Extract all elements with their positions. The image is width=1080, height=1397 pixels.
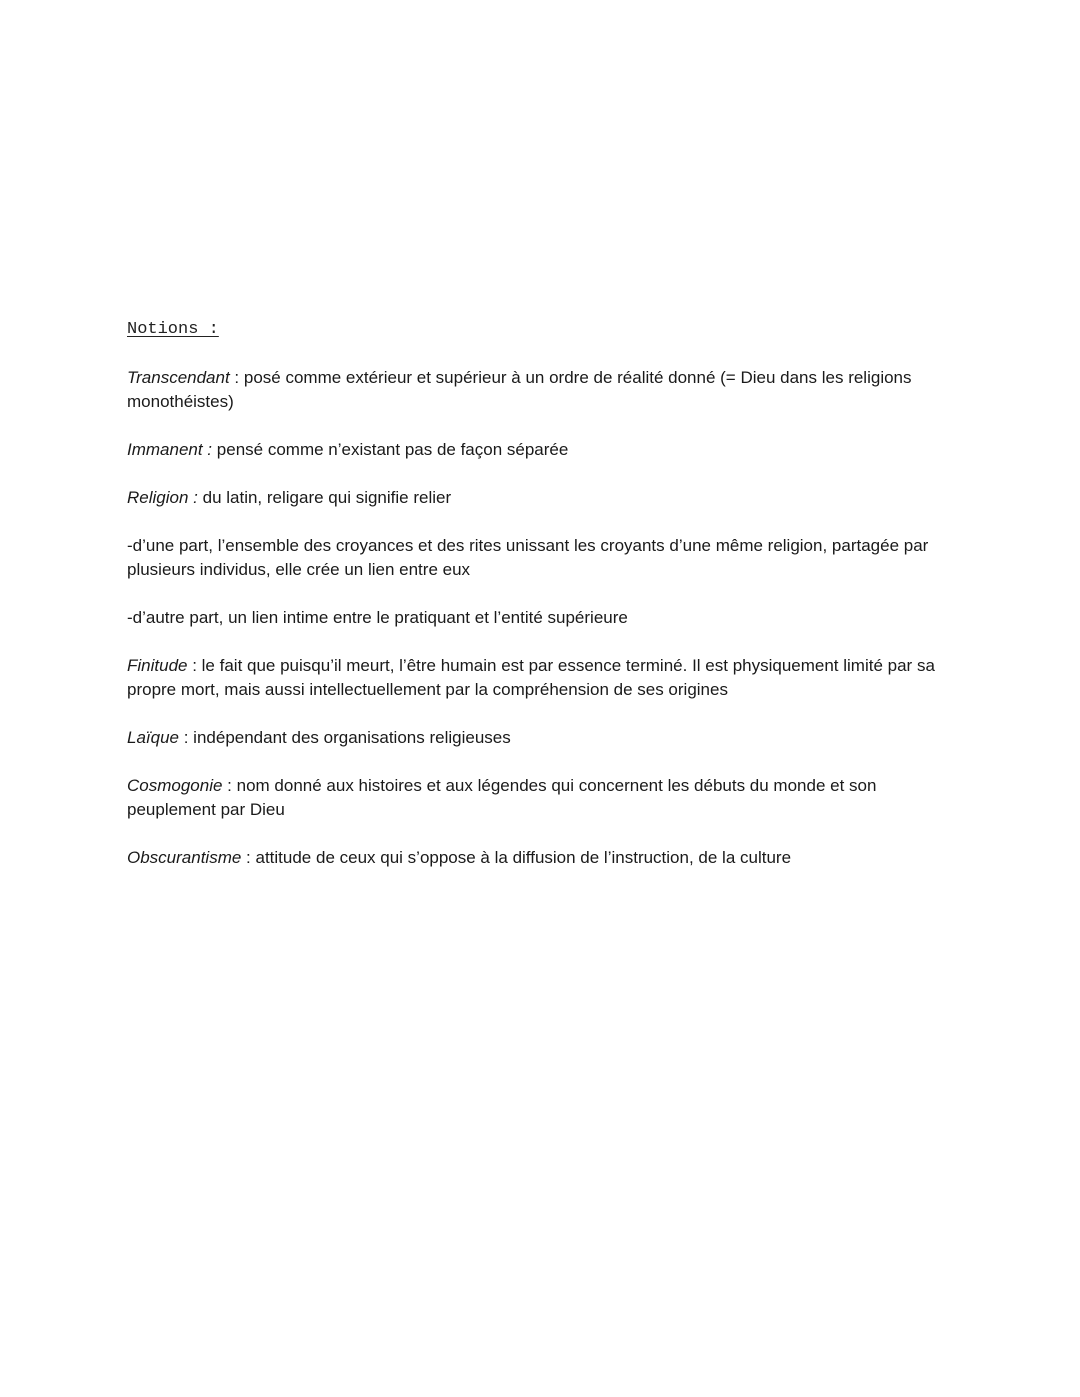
definition-text: le fait que puisqu’il meurt, l’être humain est par essence terminé. Il est physiquement limité par sa propre mort, mais aussi intellectuellement par la compréhension de ses origines [127,656,935,699]
definition-immanent [127,438,957,462]
separator: : [187,656,202,675]
definition-finitude [127,654,957,702]
definition-text: posé comme extérieur et supérieur à un ordre de réalité donné (= Dieu dans les religions monothéistes) [127,368,912,411]
separator: : [241,848,256,867]
term: Laïque [127,728,179,747]
definition-text: nom donné aux histoires et aux légendes qui concernent les débuts du monde et son peuplement par Dieu [127,776,877,819]
definition-religion [127,486,957,510]
term: Finitude [127,656,188,675]
term: Cosmogonie [127,776,223,795]
term: Religion : [127,488,198,507]
definition-laique [127,726,957,750]
section-heading: Notions : [127,320,219,339]
definition-text: indépendant des organisations religieuses [193,728,511,747]
religion-point: -d’une part, l’ensemble des croyances et des rites unissant les croyants d’une même religion, partagée par plusieurs individus, elle crée un lien entre eux [127,536,929,579]
term: Immanent : [127,440,213,459]
definition-transcendant [127,366,957,414]
definition-obscurantisme [127,846,957,870]
term: Obscurantisme [127,848,242,867]
definition-text: du latin, religare qui signifie relier [202,488,452,507]
term: Transcendant [127,368,230,387]
definition-text: pensé comme n’existant pas de façon séparée [216,440,569,459]
document-page [127,318,957,894]
definition-cosmogonie [127,774,957,822]
separator: : [229,368,244,387]
separator: : [222,776,237,795]
religion-point: -d’autre part, un lien intime entre le pratiquant et l’entité supérieure [127,608,628,627]
separator: : [179,728,194,747]
definition-text: attitude de ceux qui s’oppose à la diffusion de l’instruction, de la culture [255,848,792,867]
